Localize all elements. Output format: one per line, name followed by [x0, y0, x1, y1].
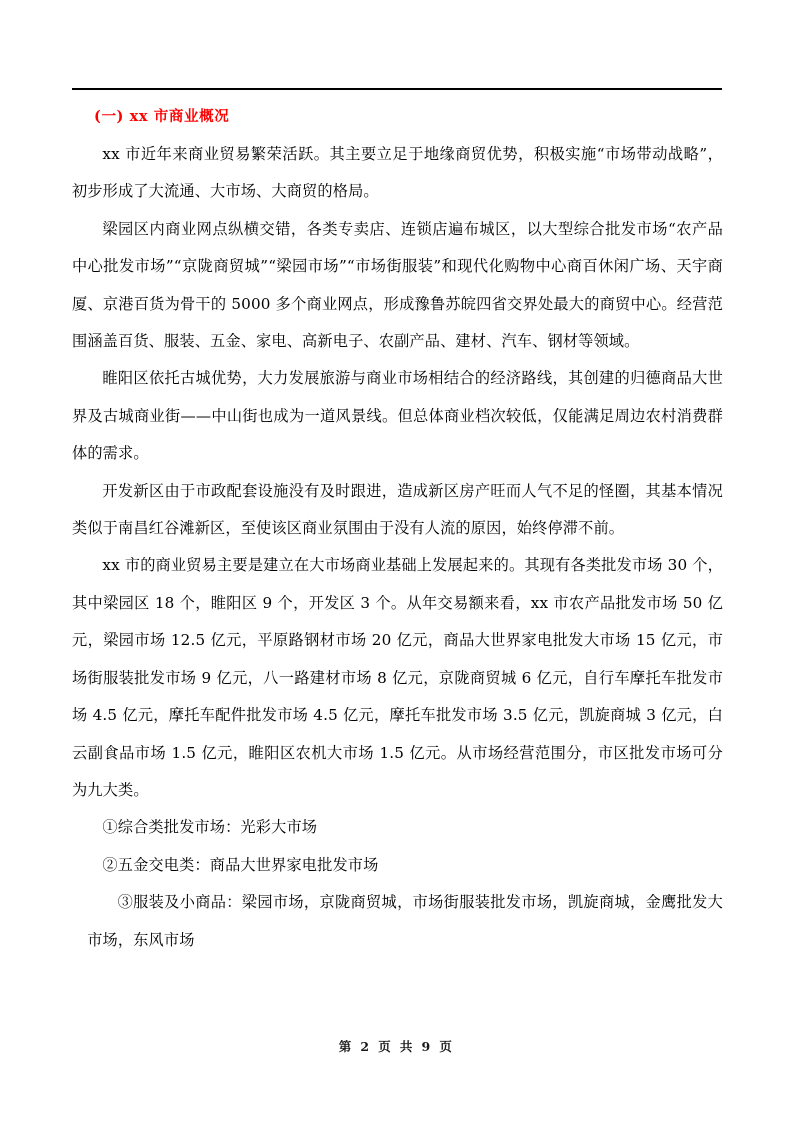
- list-item-3: ③服装及小商品：梁园市场，京陇商贸城，市场街服装批发市场，凯旋商城，金鹰批发大市场，东风市场: [87, 893, 723, 949]
- body-paragraph-5: xx 市的商业贸易主要是建立在大市场商业基础上发展起来的。其现有各类批发市场 30 个，其中梁园区 18 个，睢阳区 9 个，开发区 3 个。从年交易额来看，xx 市农产品批发市场 50 亿元，梁园市场 12.5 亿元，平原路钢材市场 20 亿元，商品大世界家电批发大市场 15 亿元，市场街服装批发市场 9 亿元，八一路建材市场 8 亿元，京陇商贸城 6 亿元，自行车摩托车批发市场 4.5 亿元，摩托车配件批发市场 4.5 亿元，摩托车批发市场 3.5 亿元，凯旋商城 3 亿元，白云副食品市场 1.5 亿元，睢阳区农机大市场 1.5 亿元。从市场经营范围分，市区批发市场可分为九大类。: [72, 556, 723, 799]
- list-item-2: ②五金交电类：商品大世界家电批发市场: [102, 855, 379, 874]
- body-paragraph-2: 梁园区内商业网点纵横交错，各类专卖店、连锁店遍布城区，以大型综合批发市场“农产品中心批发市场”“京陇商贸城”“梁园市场”“市场街服装”和现代化购物中心商百休闲广场、天宇商厦、京港百货为骨干的 5000 多个商业网点，形成豫鲁苏皖四省交界处最大的商贸中心。经营范围涵盖百货、服装、五金、家电、高新电子、农副产品、建材、汽车、钢材等领域。: [72, 219, 723, 351]
- header-divider: [72, 88, 722, 90]
- section-heading: (一) xx 市商业概况: [94, 108, 230, 125]
- page-number-label: 第 2 页 共 9 页: [338, 1039, 455, 1054]
- list-item-1: ①综合类批发市场：光彩大市场: [102, 818, 318, 837]
- body-paragraph-4: 开发新区由于市政配套设施没有及时跟进，造成新区房产旺而人气不足的怪圈，其基本情况类似于南昌红谷滩新区，至使该区商业氛围由于没有人流的原因，始终停滞不前。: [72, 481, 723, 538]
- body-paragraph-3: 睢阳区依托古城优势，大力发展旅游与商业市场相结合的经济路线，其创建的归德商品大世界及古城商业街——中山街也成为一道风景线。但总体商业档次较低，仅能满足周边农村消费群体的需求。: [72, 369, 723, 463]
- page-footer: [0, 1036, 793, 1055]
- document-body: [72, 104, 723, 959]
- body-paragraph-1: xx 市近年来商业贸易繁荣活跃。其主要立足于地缘商贸优势，积极实施“市场带动战略”，初步形成了大流通、大市场、大商贸的格局。: [72, 145, 723, 201]
